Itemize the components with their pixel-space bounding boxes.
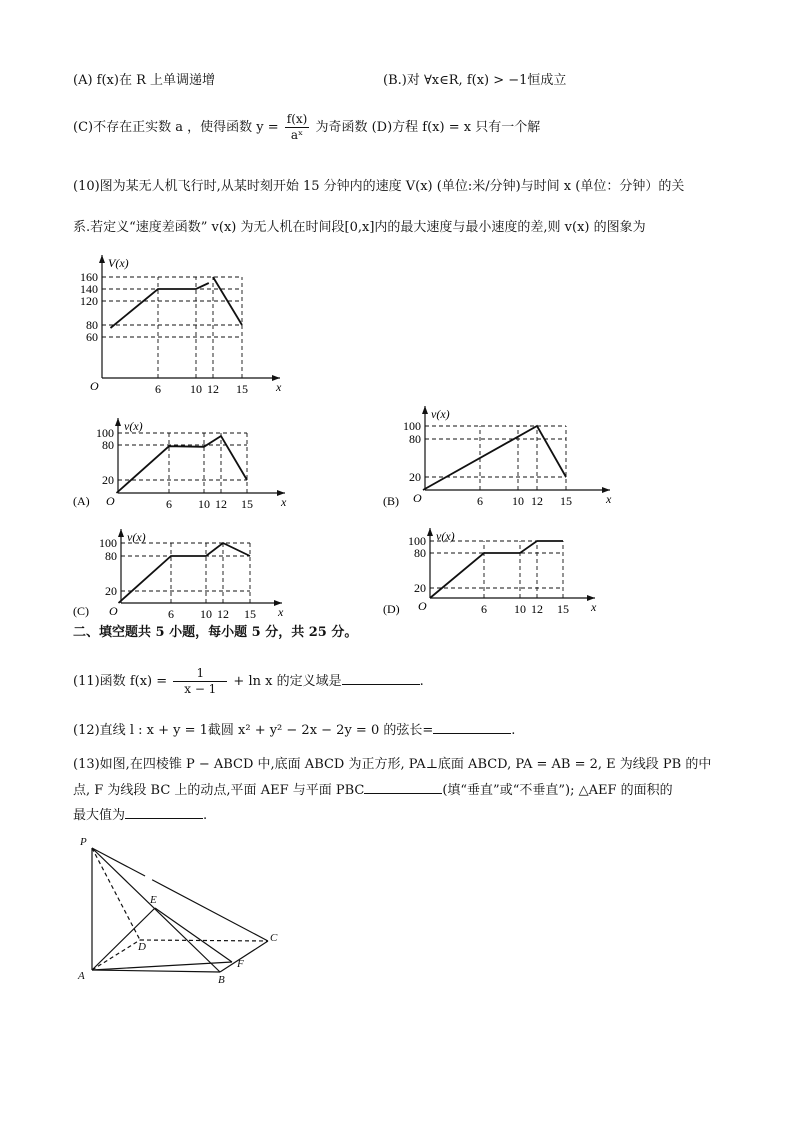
edge-AB: [92, 970, 220, 972]
label-P: P: [80, 836, 87, 848]
edge-AD: [92, 940, 140, 970]
x-axis-label: x: [278, 605, 284, 619]
numerator: f(x): [286, 112, 308, 126]
y-tick-label: 20: [105, 584, 117, 598]
y-tick-label: 80: [105, 549, 117, 563]
y-tick-label: 120: [80, 294, 98, 308]
y-tick-label: 80: [86, 318, 98, 332]
x-tick-label: 12: [531, 494, 543, 508]
q11-pre: (11)函数 f(x) =: [73, 674, 168, 689]
x-tick-label: 6: [166, 497, 172, 511]
y-tick-label: 60: [86, 330, 98, 344]
x-axis-label: x: [606, 492, 612, 506]
y-tick-label: 100: [403, 419, 421, 433]
x-tick-label: 15: [244, 607, 256, 621]
x-tick-label: 15: [236, 382, 248, 396]
x-tick-label: 10: [512, 494, 524, 508]
period: .: [203, 808, 208, 823]
origin-label: O: [106, 494, 115, 508]
y-tick-label: 100: [99, 536, 117, 550]
q11-post: + ln x 的定义域是: [233, 674, 342, 689]
option-a: (A) f(x)在 R 上单调递增: [73, 73, 216, 88]
x-axis-label: x: [591, 600, 597, 614]
q13-line3-pre: 最大值为: [73, 808, 126, 823]
x-tick-label: 12: [531, 602, 543, 616]
period: .: [511, 723, 516, 738]
q13-line2-post: (填“垂直”或“不垂直”); △AEF 的面积的: [442, 783, 673, 798]
y-tick-label: 80: [414, 546, 426, 560]
x-tick-label: 10: [198, 497, 210, 511]
q10-line2: 系.若定义“速度差函数” v(x) 为无人机在时间段[0,x]内的最大速度与最小速度的差,则 v(x) 的图象为: [73, 220, 646, 235]
y-tick-label: 80: [102, 438, 114, 452]
x-tick-label: 10: [190, 382, 202, 396]
x-axis-label: x: [276, 380, 282, 394]
x-tick-label: 12: [207, 382, 219, 396]
y-axis-label: v(x): [127, 530, 146, 544]
x-tick-label: 12: [215, 497, 227, 511]
y-tick-label: 140: [80, 282, 98, 296]
label-C: C: [270, 932, 278, 944]
edge-DC: [140, 940, 268, 941]
x-tick-label: 15: [560, 494, 572, 508]
label-B: B: [218, 974, 225, 986]
x-tick-label: 15: [557, 602, 569, 616]
denominator: x − 1: [184, 682, 217, 696]
edge-AF: [92, 962, 232, 970]
option-label: (C): [73, 604, 89, 618]
period: .: [419, 674, 424, 689]
x-tick-label: 10: [200, 607, 212, 621]
x-tick-label: 6: [477, 494, 483, 508]
y-axis-label: v(x): [436, 529, 455, 543]
y-axis-label: v(x): [124, 419, 143, 433]
section-heading: 二、填空题共 5 小题，每小题 5 分，共 25 分。: [73, 625, 358, 640]
label-E: E: [150, 894, 157, 906]
option-d-text: 为奇函数 (D)方程 f(x) = x 只有一个解: [315, 120, 541, 135]
x-tick-label: 6: [168, 607, 174, 621]
y-tick-label: 20: [414, 581, 426, 595]
x-tick-label: 6: [481, 602, 487, 616]
y-tick-label: 100: [96, 426, 114, 440]
edge-AE: [92, 908, 155, 970]
y-tick-label: 20: [102, 473, 114, 487]
edge-BC: [220, 941, 268, 972]
y-tick-label: 160: [80, 270, 98, 284]
q13-line2-pre: 点, F 为线段 BC 上的动点,平面 AEF 与平面 PBC: [73, 783, 365, 798]
option-label: (D): [383, 602, 400, 616]
x-tick-label: 10: [514, 602, 526, 616]
option-c-text: (C)不存在正实数 a ，使得函数 y =: [73, 120, 279, 135]
label-D: D: [138, 941, 146, 953]
q13-line1: (13)如图,在四棱锥 P − ABCD 中,底面 ABCD 为正方形, PA⊥底面 ABCD, PA = AB = 2, E 为线段 PB 的中: [73, 757, 712, 772]
x-axis-label: x: [281, 495, 287, 509]
option-label: (A): [73, 494, 90, 508]
denominator: aˣ: [290, 128, 304, 142]
x-tick-label: 15: [241, 497, 253, 511]
origin-label: O: [90, 379, 99, 393]
option-label: (B): [383, 494, 399, 508]
origin-label: O: [413, 491, 422, 505]
y-axis-label: v(x): [431, 407, 450, 421]
y-tick-label: 100: [408, 534, 426, 548]
q12-text: (12)直线 l : x + y = 1截圆 x² + y² − 2x − 2y = 0 的弦长=: [73, 723, 434, 738]
edge-PC: [92, 848, 268, 941]
x-tick-label: 12: [217, 607, 229, 621]
y-axis-label: V(x): [108, 256, 129, 270]
q10-line1: (10)图为某无人机飞行时,从某时刻开始 15 分钟内的速度 V(x) (单位:米/分钟)与时间 x (单位：分钟）的关: [73, 179, 685, 194]
y-tick-label: 20: [409, 470, 421, 484]
edge-PB: [92, 848, 220, 972]
label-F: F: [237, 958, 244, 970]
x-tick-label: 6: [155, 382, 161, 396]
y-tick-label: 80: [409, 432, 421, 446]
numerator: 1: [173, 666, 227, 682]
origin-label: O: [109, 604, 118, 618]
label-A: A: [78, 970, 85, 982]
edge-PD: [92, 848, 140, 940]
origin-label: O: [418, 599, 427, 613]
option-b: (B.)对 ∀x∈R, f(x) > −1恒成立: [383, 73, 567, 88]
